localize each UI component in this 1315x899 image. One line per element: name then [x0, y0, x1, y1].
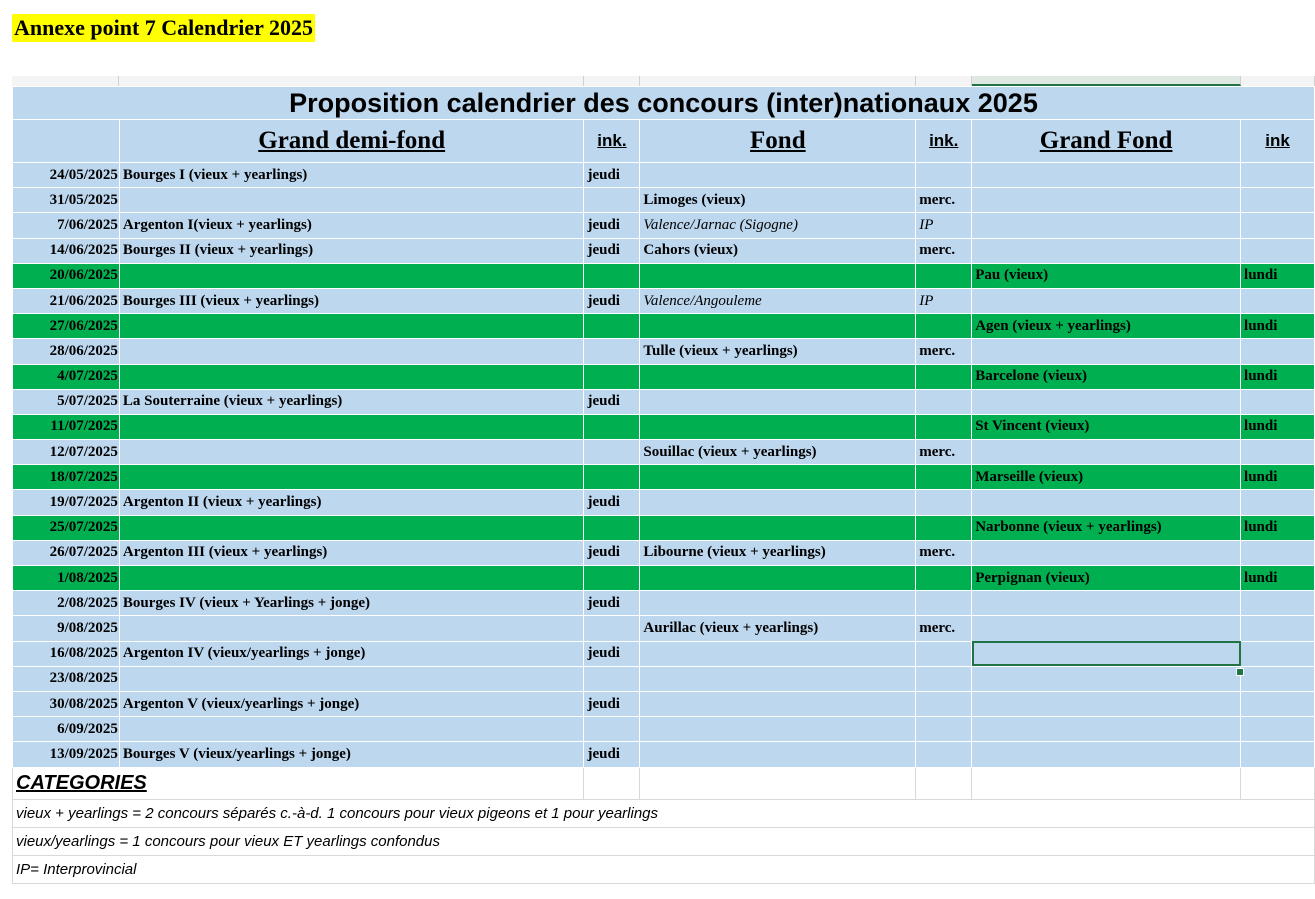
- grand-fond-cell[interactable]: [972, 188, 1241, 213]
- date-cell[interactable]: 21/06/2025: [13, 288, 120, 313]
- calendar-row: [13, 742, 1315, 767]
- fond-cell[interactable]: [640, 566, 916, 591]
- date-cell[interactable]: 23/08/2025: [13, 666, 120, 691]
- category-note-2[interactable]: vieux/yearlings = 1 concours pour vieux ET yearlings confondus: [13, 827, 1315, 855]
- ink-2-cell[interactable]: [916, 389, 972, 414]
- fond-cell[interactable]: [640, 263, 916, 288]
- grand-demi-fond-cell[interactable]: [119, 364, 584, 389]
- ink-2-cell[interactable]: merc.: [916, 540, 972, 565]
- empty-cell[interactable]: [640, 767, 916, 799]
- calendar-row: [13, 490, 1315, 515]
- ink-2-cell[interactable]: [916, 364, 972, 389]
- date-cell[interactable]: 1/08/2025: [13, 566, 120, 591]
- date-cell[interactable]: 11/07/2025: [13, 414, 120, 439]
- ink-1-cell[interactable]: [584, 566, 640, 591]
- calendar-row: [13, 188, 1315, 213]
- grand-fond-cell[interactable]: [972, 691, 1241, 716]
- grand-demi-fond-cell[interactable]: [119, 314, 584, 339]
- grand-fond-cell[interactable]: Agen (vieux + yearlings): [972, 314, 1241, 339]
- ink-3-cell[interactable]: lundi: [1241, 364, 1315, 389]
- fond-cell[interactable]: [640, 465, 916, 490]
- date-cell[interactable]: 26/07/2025: [13, 540, 120, 565]
- heading-ink-1[interactable]: ink.: [584, 120, 640, 163]
- ink-2-cell[interactable]: merc.: [916, 238, 972, 263]
- ink-3-cell[interactable]: [1241, 188, 1315, 213]
- grand-fond-cell[interactable]: [972, 213, 1241, 238]
- grand-demi-fond-cell[interactable]: La Souterraine (vieux + yearlings): [119, 389, 584, 414]
- ink-1-cell[interactable]: jeudi: [584, 742, 640, 767]
- grand-fond-cell[interactable]: [972, 666, 1241, 691]
- calendar-row: [13, 591, 1315, 616]
- calendar-row: [13, 641, 1315, 666]
- ink-1-cell[interactable]: jeudi: [584, 288, 640, 313]
- calendar-row: [13, 666, 1315, 691]
- grand-fond-cell[interactable]: [972, 288, 1241, 313]
- fond-cell[interactable]: [640, 490, 916, 515]
- grand-demi-fond-cell[interactable]: [119, 188, 584, 213]
- calendar-row: [13, 213, 1315, 238]
- ink-1-cell[interactable]: [584, 717, 640, 742]
- ink-1-cell[interactable]: [584, 465, 640, 490]
- date-cell[interactable]: 27/06/2025: [13, 314, 120, 339]
- calendar-row: [13, 288, 1315, 313]
- grand-fond-cell[interactable]: Pau (vieux): [972, 263, 1241, 288]
- ink-1-cell[interactable]: jeudi: [584, 540, 640, 565]
- fill-handle[interactable]: [1236, 668, 1244, 676]
- grand-fond-cell[interactable]: Barcelone (vieux): [972, 364, 1241, 389]
- ink-1-cell[interactable]: jeudi: [584, 389, 640, 414]
- grand-fond-cell[interactable]: St Vincent (vieux): [972, 414, 1241, 439]
- date-cell[interactable]: 12/07/2025: [13, 440, 120, 465]
- fond-cell[interactable]: [640, 389, 916, 414]
- empty-cell[interactable]: [584, 767, 640, 799]
- calendar-row: [13, 238, 1315, 263]
- column-headings-row: [13, 120, 1315, 163]
- ink-2-cell[interactable]: [916, 263, 972, 288]
- empty-cell[interactable]: [1241, 767, 1315, 799]
- ink-2-cell[interactable]: [916, 691, 972, 716]
- calendar-row: [13, 691, 1315, 716]
- grand-demi-fond-cell[interactable]: Argenton V (vieux/yearlings + jonge): [119, 691, 584, 716]
- grand-demi-fond-cell[interactable]: Bourges IV (vieux + Yearlings + jonge): [119, 591, 584, 616]
- date-cell[interactable]: 28/06/2025: [13, 339, 120, 364]
- grand-fond-cell[interactable]: Perpignan (vieux): [972, 566, 1241, 591]
- sheet-title[interactable]: Proposition calendrier des concours (inter)nationaux 2025: [13, 87, 1315, 120]
- ink-3-cell[interactable]: [1241, 717, 1315, 742]
- date-cell[interactable]: 19/07/2025: [13, 490, 120, 515]
- ink-2-cell[interactable]: [916, 641, 972, 666]
- date-cell[interactable]: 25/07/2025: [13, 515, 120, 540]
- category-note-row: [13, 799, 1315, 827]
- ink-1-cell[interactable]: [584, 188, 640, 213]
- ink-1-cell[interactable]: [584, 263, 640, 288]
- ink-1-cell[interactable]: [584, 339, 640, 364]
- calendar-row: [13, 717, 1315, 742]
- calendar-row: [13, 364, 1315, 389]
- heading-grand-fond[interactable]: Grand Fond: [972, 120, 1241, 163]
- date-cell[interactable]: 5/07/2025: [13, 389, 120, 414]
- ink-1-cell[interactable]: [584, 666, 640, 691]
- ink-3-cell[interactable]: [1241, 591, 1315, 616]
- ink-2-cell[interactable]: merc.: [916, 440, 972, 465]
- grand-demi-fond-cell[interactable]: [119, 339, 584, 364]
- ink-3-cell[interactable]: [1241, 540, 1315, 565]
- fond-cell[interactable]: [640, 364, 916, 389]
- ink-3-cell[interactable]: [1241, 238, 1315, 263]
- fond-cell[interactable]: [640, 163, 916, 188]
- grand-demi-fond-cell[interactable]: [119, 263, 584, 288]
- ink-1-cell[interactable]: jeudi: [584, 641, 640, 666]
- ink-1-cell[interactable]: [584, 616, 640, 641]
- fond-cell[interactable]: [640, 691, 916, 716]
- ink-3-cell[interactable]: [1241, 288, 1315, 313]
- ink-3-cell[interactable]: [1241, 389, 1315, 414]
- categories-title[interactable]: CATEGORIES: [13, 767, 584, 799]
- date-cell[interactable]: 4/07/2025: [13, 364, 120, 389]
- calendar-row: [13, 263, 1315, 288]
- grand-demi-fond-cell[interactable]: Argenton II (vieux + yearlings): [119, 490, 584, 515]
- ink-1-cell[interactable]: jeudi: [584, 163, 640, 188]
- spreadsheet[interactable]: [12, 76, 1315, 899]
- ink-1-cell[interactable]: [584, 515, 640, 540]
- fond-cell[interactable]: [640, 717, 916, 742]
- column-header-b[interactable]: [119, 76, 584, 86]
- category-note-1[interactable]: vieux + yearlings = 2 concours séparés c.-à-d. 1 concours pour vieux pigeons et 1 pour yearlings: [13, 799, 1315, 827]
- calendar-table: [12, 86, 1315, 884]
- ink-2-cell[interactable]: [916, 414, 972, 439]
- ink-1-cell[interactable]: [584, 414, 640, 439]
- grand-demi-fond-cell[interactable]: [119, 414, 584, 439]
- grand-demi-fond-cell[interactable]: Argenton I(vieux + yearlings): [119, 213, 584, 238]
- calendar-row: [13, 414, 1315, 439]
- ink-3-cell[interactable]: [1241, 163, 1315, 188]
- grand-demi-fond-cell[interactable]: Bourges II (vieux + yearlings): [119, 238, 584, 263]
- ink-3-cell[interactable]: [1241, 691, 1315, 716]
- calendar-row: [13, 616, 1315, 641]
- grand-fond-cell[interactable]: [972, 641, 1241, 666]
- ink-2-cell[interactable]: [916, 591, 972, 616]
- fond-cell[interactable]: Tulle (vieux + yearlings): [640, 339, 916, 364]
- grand-demi-fond-cell[interactable]: Argenton IV (vieux/yearlings + jonge): [119, 641, 584, 666]
- ink-1-cell[interactable]: jeudi: [584, 591, 640, 616]
- grand-fond-cell[interactable]: [972, 490, 1241, 515]
- empty-cell[interactable]: [972, 767, 1241, 799]
- ink-3-cell[interactable]: [1241, 490, 1315, 515]
- column-header-d[interactable]: [640, 76, 916, 86]
- calendar-row: [13, 566, 1315, 591]
- grand-fond-cell[interactable]: [972, 591, 1241, 616]
- grand-fond-cell[interactable]: [972, 616, 1241, 641]
- fond-cell[interactable]: [640, 591, 916, 616]
- date-cell[interactable]: 6/09/2025: [13, 717, 120, 742]
- date-cell[interactable]: 18/07/2025: [13, 465, 120, 490]
- heading-ink-3[interactable]: ink: [1241, 120, 1315, 163]
- calendar-row: [13, 339, 1315, 364]
- calendar-row: [13, 465, 1315, 490]
- calendar-row: [13, 540, 1315, 565]
- ink-3-cell[interactable]: [1241, 666, 1315, 691]
- ink-3-cell[interactable]: lundi: [1241, 263, 1315, 288]
- date-cell[interactable]: 13/09/2025: [13, 742, 120, 767]
- grand-demi-fond-cell[interactable]: [119, 515, 584, 540]
- ink-3-cell[interactable]: [1241, 213, 1315, 238]
- date-cell[interactable]: 24/05/2025: [13, 163, 120, 188]
- grand-demi-fond-cell[interactable]: [119, 616, 584, 641]
- ink-1-cell[interactable]: jeudi: [584, 238, 640, 263]
- column-header-c[interactable]: [584, 76, 640, 86]
- document-title: Annexe point 7 Calendrier 2025: [14, 15, 314, 40]
- grand-demi-fond-cell[interactable]: [119, 440, 584, 465]
- ink-2-cell[interactable]: merc.: [916, 339, 972, 364]
- ink-3-cell[interactable]: [1241, 616, 1315, 641]
- ink-2-cell[interactable]: [916, 465, 972, 490]
- column-header-f[interactable]: [972, 76, 1241, 86]
- ink-2-cell[interactable]: IP: [916, 213, 972, 238]
- ink-2-cell[interactable]: merc.: [916, 616, 972, 641]
- grand-demi-fond-cell[interactable]: Bourges I (vieux + yearlings): [119, 163, 584, 188]
- ink-3-cell[interactable]: [1241, 742, 1315, 767]
- fond-cell[interactable]: Libourne (vieux + yearlings): [640, 540, 916, 565]
- grand-demi-fond-cell[interactable]: Argenton III (vieux + yearlings): [119, 540, 584, 565]
- ink-3-cell[interactable]: [1241, 641, 1315, 666]
- grand-fond-cell[interactable]: [972, 339, 1241, 364]
- ink-2-cell[interactable]: [916, 163, 972, 188]
- fond-cell[interactable]: [640, 666, 916, 691]
- ink-2-cell[interactable]: [916, 314, 972, 339]
- ink-2-cell[interactable]: merc.: [916, 188, 972, 213]
- grand-demi-fond-cell[interactable]: [119, 566, 584, 591]
- grand-demi-fond-cell[interactable]: [119, 465, 584, 490]
- ink-2-cell[interactable]: [916, 515, 972, 540]
- column-header-a[interactable]: [12, 76, 119, 86]
- date-cell[interactable]: 20/06/2025: [13, 263, 120, 288]
- ink-2-cell[interactable]: [916, 717, 972, 742]
- date-cell[interactable]: 7/06/2025: [13, 213, 120, 238]
- fond-cell[interactable]: Limoges (vieux): [640, 188, 916, 213]
- sheet-title-row: [13, 87, 1315, 120]
- ink-2-cell[interactable]: IP: [916, 288, 972, 313]
- grand-fond-cell[interactable]: [972, 163, 1241, 188]
- date-cell[interactable]: 31/05/2025: [13, 188, 120, 213]
- ink-1-cell[interactable]: [584, 314, 640, 339]
- fond-cell[interactable]: [640, 641, 916, 666]
- date-cell[interactable]: 2/08/2025: [13, 591, 120, 616]
- category-note-row: [13, 855, 1315, 883]
- ink-1-cell[interactable]: [584, 364, 640, 389]
- ink-2-cell[interactable]: [916, 566, 972, 591]
- calendar-row: [13, 314, 1315, 339]
- fond-cell[interactable]: Valence/Angouleme: [640, 288, 916, 313]
- grand-fond-cell[interactable]: [972, 540, 1241, 565]
- grand-fond-cell[interactable]: [972, 717, 1241, 742]
- heading-fond[interactable]: Fond: [640, 120, 916, 163]
- ink-2-cell[interactable]: [916, 490, 972, 515]
- grand-demi-fond-cell[interactable]: Bourges V (vieux/yearlings + jonge): [119, 742, 584, 767]
- grand-demi-fond-cell[interactable]: [119, 666, 584, 691]
- ink-3-cell[interactable]: lundi: [1241, 465, 1315, 490]
- ink-3-cell[interactable]: lundi: [1241, 314, 1315, 339]
- grand-fond-cell[interactable]: [972, 440, 1241, 465]
- date-heading-cell[interactable]: [13, 120, 120, 163]
- calendar-row: [13, 515, 1315, 540]
- calendar-row: [13, 440, 1315, 465]
- grand-demi-fond-cell[interactable]: [119, 717, 584, 742]
- grand-fond-cell[interactable]: [972, 389, 1241, 414]
- empty-cell[interactable]: [916, 767, 972, 799]
- ink-3-cell[interactable]: [1241, 339, 1315, 364]
- fond-cell[interactable]: Souillac (vieux + yearlings): [640, 440, 916, 465]
- grand-fond-cell[interactable]: Marseille (vieux): [972, 465, 1241, 490]
- ink-1-cell[interactable]: jeudi: [584, 213, 640, 238]
- grand-demi-fond-cell[interactable]: Bourges III (vieux + yearlings): [119, 288, 584, 313]
- fond-cell[interactable]: Cahors (vieux): [640, 238, 916, 263]
- date-cell[interactable]: 16/08/2025: [13, 641, 120, 666]
- ink-3-cell[interactable]: lundi: [1241, 414, 1315, 439]
- heading-grand-demi-fond[interactable]: Grand demi-fond: [119, 120, 584, 163]
- date-cell[interactable]: 14/06/2025: [13, 238, 120, 263]
- column-header-e[interactable]: [916, 76, 972, 86]
- ink-1-cell[interactable]: jeudi: [584, 691, 640, 716]
- fond-cell[interactable]: [640, 414, 916, 439]
- ink-2-cell[interactable]: [916, 742, 972, 767]
- calendar-row: [13, 163, 1315, 188]
- fond-cell[interactable]: [640, 515, 916, 540]
- heading-ink-2[interactable]: ink.: [916, 120, 972, 163]
- fond-cell[interactable]: [640, 314, 916, 339]
- ink-3-cell[interactable]: lundi: [1241, 515, 1315, 540]
- calendar-row: [13, 389, 1315, 414]
- date-cell[interactable]: 9/08/2025: [13, 616, 120, 641]
- ink-1-cell[interactable]: [584, 440, 640, 465]
- ink-2-cell[interactable]: [916, 666, 972, 691]
- categories-title-row: [13, 767, 1315, 799]
- category-note-row: [13, 827, 1315, 855]
- grand-fond-cell[interactable]: [972, 742, 1241, 767]
- fond-cell[interactable]: Aurillac (vieux + yearlings): [640, 616, 916, 641]
- ink-3-cell[interactable]: lundi: [1241, 566, 1315, 591]
- ink-3-cell[interactable]: [1241, 440, 1315, 465]
- date-cell[interactable]: 30/08/2025: [13, 691, 120, 716]
- category-note-3[interactable]: IP= Interprovincial: [13, 855, 1315, 883]
- fond-cell[interactable]: [640, 742, 916, 767]
- ink-1-cell[interactable]: jeudi: [584, 490, 640, 515]
- fond-cell[interactable]: Valence/Jarnac (Sigogne): [640, 213, 916, 238]
- grand-fond-cell[interactable]: Narbonne (vieux + yearlings): [972, 515, 1241, 540]
- grand-fond-cell[interactable]: [972, 238, 1241, 263]
- column-header-g[interactable]: [1241, 76, 1315, 86]
